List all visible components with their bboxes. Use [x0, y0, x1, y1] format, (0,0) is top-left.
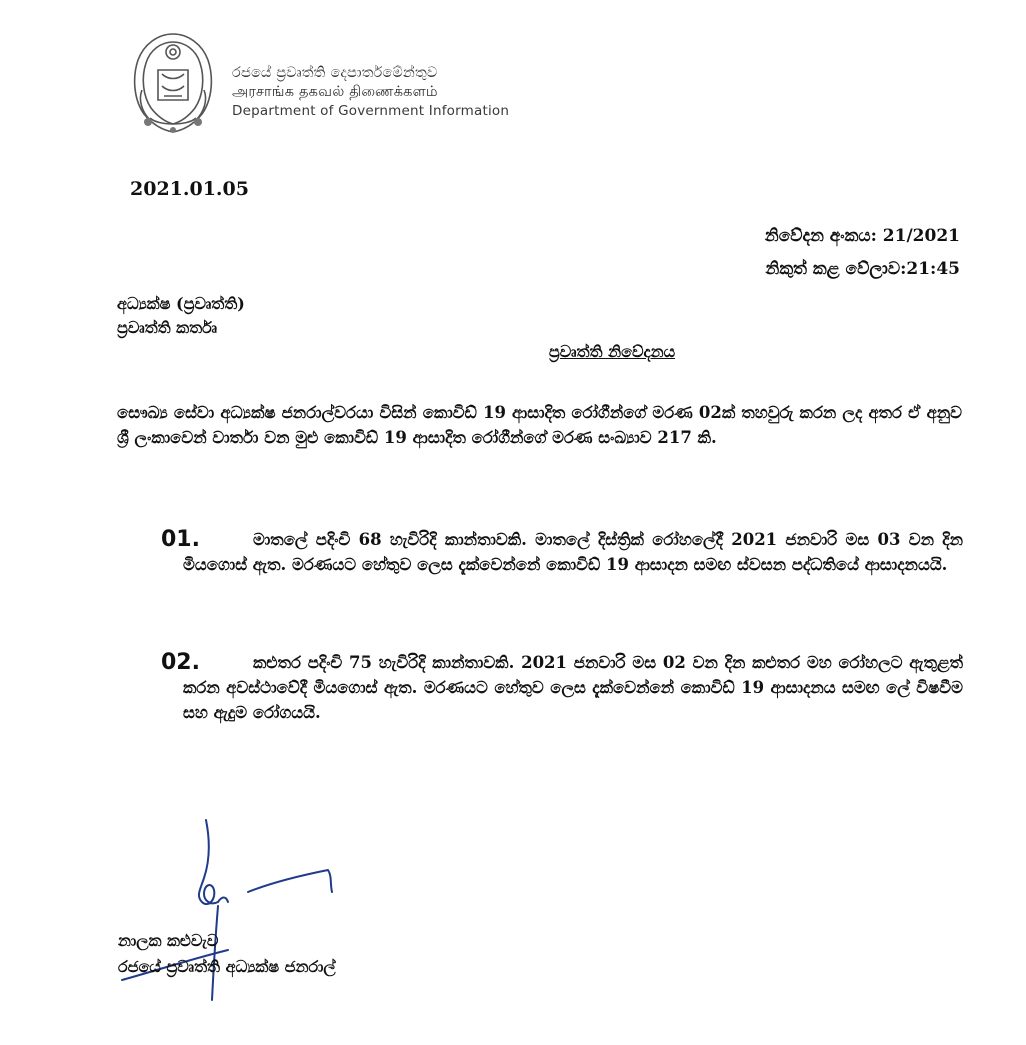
addressee-line-1: අධ්‍යක්ෂ (ප්‍රවෘත්ති) [117, 294, 245, 313]
release-number: නිවේදන අංකය: 21/2021 [764, 226, 960, 246]
document-heading [0, 342, 1026, 362]
list-item [161, 650, 963, 725]
letterhead-sinhala: රජයේ ප්‍රවෘත්ති දෙපාර්තමේන්තුව [232, 65, 438, 81]
item-text: කළුතර පදිංචි 75 හැවිරිදි කාන්තාවකි. 2021 ජනවාරි මස 02 වන දින කළුතර මහ රෝහලට ඇතුළත් කරන අවස්ථාවේදී මියගොස් ඇත. මරණයට හේතුව ලෙස දැක්වෙන්නේ කොවිඩ් 19 ආසාදනය සමඟ ලේ විෂවීම සහ ඇදුම රෝගයයි. [183, 653, 963, 722]
addressee-block [117, 292, 245, 340]
government-emblem-icon [128, 30, 218, 134]
signer-block [118, 928, 336, 980]
heading-text: ප්‍රවෘත්ති නිවේදනය [548, 342, 676, 361]
release-date: 2021.01.05 [130, 178, 249, 200]
intro-paragraph: සෞඛ්‍ය සේවා අධ්‍යක්ෂ ජනරාල්වරයා විසින් කොවිඩ් 19 ආසාදිත රෝගීන්ගේ මරණ 02ක් තහවුරු කරන ලද අතර ඒ අනුව ශ්‍රී ලංකාවෙන් වාර්තා වන මුළු කොවිඩ් 19 ආසාදිත රෝගීන්ගේ මරණ සංඛ්‍යාව 217 කි. [117, 403, 962, 447]
list-item [161, 527, 963, 577]
item-text: මාතලේ පදිංචි 68 හැවිරිදි කාන්තාවකි. මාතලේ දිස්ත්‍රික් රෝහලේදී 2021 ජනවාරි මස 03 වන දින මියගොස් ඇත. මරණයට හේතුව ලෙස දැක්වෙන්නේ කොවිඩ් 19 ආසාදන සමඟ ස්වසන පද්ධතියේ ආසාදනයයි. [183, 530, 963, 574]
addressee-line-2: ප්‍රවෘත්ති කර්තෘ [117, 318, 218, 337]
letterhead-tamil: அரசாங்க தகவல் திணைக்களம் [232, 84, 438, 100]
letterhead [128, 30, 588, 140]
letterhead-english: Department of Government Information [232, 103, 510, 119]
letterhead-text [232, 64, 509, 121]
item-number: 02. [161, 650, 200, 675]
release-time: නිකුත් කළ වේලාව:21:45 [765, 259, 960, 279]
signer-title: රජයේ ප්‍රවෘත්ති අධ්‍යක්ෂ ජනරාල් [118, 957, 336, 976]
item-number: 01. [161, 527, 200, 552]
handwritten-signature [118, 810, 348, 1020]
signer-name: නාලක කළුවැව [118, 931, 219, 950]
reference-block [765, 220, 960, 286]
